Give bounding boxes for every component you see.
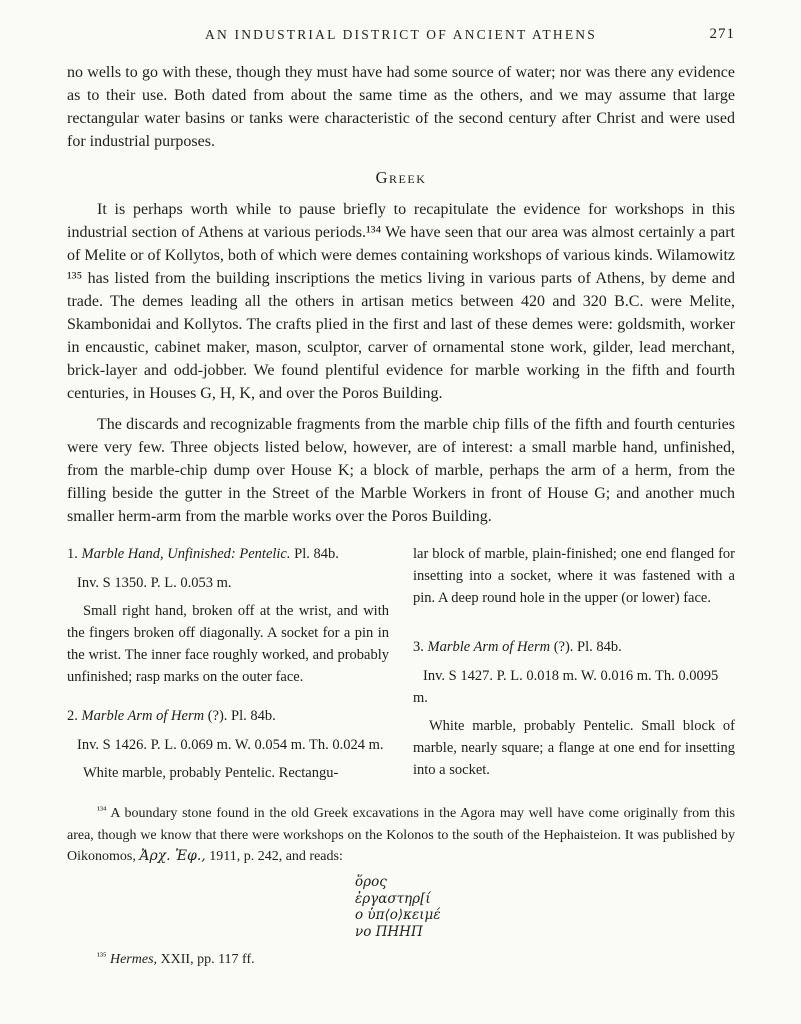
footnote-134-text-a: A boundary stone found in the old Greek excavations in the Agora may well have come originally from this area, though we know that there were workshops on the Kolonos to the south of the Hephaisteion. It was published by Oikonomos, — [67, 806, 735, 864]
greek-inscription-line-2: ἐργαστηρ[ί — [355, 890, 431, 907]
paragraph-workshops-recap: It is perhaps worth while to pause briefly to recapitulate the evidence for workshops in this industrial section of Athens at various periods.¹³⁴ We have seen that our area was almost certainly a part of Melite or of Kollytos, both of which were demes containing workshops of various kinds. Wilamowitz ¹³⁵ has listed from the building inscriptions the metics living in various parts of Athens, by deme and trade. The demes leading all the others in artisan metics between 420 and 320 B.C. were Melite, Skambonidai and Kollytos. The crafts plied in the first and last of these demes were: goldsmith, worker in encaustic, cabinet maker, mason, sculptor, carver of ornamental stone work, gilder, lead merchant, brick-layer and odd-jobber. We found plentiful evidence for marble working in the fifth and fourth centuries, in Houses G, H, K, and over the Poros Building. — [67, 201, 735, 402]
footnote-135-marker: ¹³⁵ — [97, 951, 107, 962]
footnote-135-text: XXII, pp. 117 ff. — [157, 952, 255, 967]
paragraph-water-basins: no wells to go with these, though they must have had some source of water; nor was there any evidence as to their use. Both dated from about the same time as the others, and we may assume that large rectangular water basins or tanks were characteristic of the second century after Christ and were used for industrial purposes. — [67, 64, 735, 150]
entry-1-number: 1. — [67, 546, 78, 562]
entry-1-plate-ref: Pl. 84b. — [294, 546, 339, 562]
entry-1-title-italic: Marble Hand, Unfinished: Pentelic. — [81, 546, 291, 562]
running-title: AN INDUSTRIAL DISTRICT OF ANCIENT ATHENS — [205, 27, 597, 42]
footnote-134-journal-ref: Ἀρχ. Ἐφ., — [139, 848, 206, 864]
entry-2-inventory: Inv. S 1426. P. L. 0.069 m. W. 0.054 m. Th. 0.024 m. — [77, 737, 384, 753]
entry-3-title — [413, 636, 735, 658]
page-header — [67, 26, 735, 46]
entry-3-number: 3. — [413, 639, 424, 655]
page-number: 271 — [709, 26, 735, 42]
catalog-left-column — [67, 543, 389, 784]
greek-inscription-line-4: νο ΠΗΗΠ — [355, 923, 423, 940]
catalog-entry-2 — [67, 705, 389, 784]
entry-2-title-italic: Marble Arm of Herm — [81, 708, 205, 724]
paragraph-marble-discards: The discards and recognizable fragments from the marble chip fills of the fifth and fourth centuries were very few. Three objects listed below, however, are of interest: a small marble hand, unfinished, from the marble-chip dump over House K; a block of marble, perhaps the arm of a herm, from the filling beside the gutter in the Street of the Marble Workers in front of House G; and another much smaller herm-arm from the marble works over the Poros Building. — [67, 416, 735, 525]
footnotes-section — [67, 803, 735, 971]
entry-2-title — [67, 705, 389, 727]
footnote-135 — [67, 949, 735, 971]
entry-2-number: 2. — [67, 708, 78, 724]
entry-1-description: Small right hand, broken off at the wrist, and with the fingers broken off diagonally. A socket for a pin in the wrist. The inner face roughly worked, and probably unfinished; rasp marks on the outer face. — [67, 603, 389, 685]
greek-inscription — [355, 874, 735, 940]
catalog-entry-1 — [67, 543, 389, 688]
footnote-134 — [67, 803, 735, 867]
entry-2-description: White marble, probably Pentelic. Rectangu- — [83, 765, 339, 781]
entry-3-inventory: Inv. S 1427. P. L. 0.018 m. W. 0.016 m. Th. 0.0095 m. — [413, 668, 719, 706]
catalog-entry-3 — [413, 636, 735, 781]
entry-3-description: White marble, probably Pentelic. Small block of marble, nearly square; a flange at one end for insetting into a socket. — [413, 718, 735, 778]
entry-1-inventory: Inv. S 1350. P. L. 0.053 m. — [77, 575, 232, 591]
entry-1-title — [67, 543, 389, 565]
section-heading-greek: Greek — [375, 168, 427, 187]
entry-2-description-continuation: lar block of marble, plain-finished; one end flanged for insetting into a socket, where it was fastened with a pin. A deep round hole in the upper (or lower) face. — [413, 546, 735, 606]
footnote-134-marker: ¹³⁴ — [97, 805, 107, 816]
footnote-134-text-b: 1911, p. 242, and reads: — [205, 849, 343, 864]
entry-3-title-italic: Marble Arm of Herm — [427, 639, 551, 655]
catalog-section — [67, 543, 735, 784]
entry-3-plate-ref: (?). Pl. 84b. — [553, 639, 622, 655]
entry-2-plate-ref: (?). Pl. 84b. — [207, 708, 276, 724]
greek-inscription-line-1: ὅρος — [355, 874, 387, 890]
greek-inscription-line-3: ο ὑπ⟨ο⟩κειμέ — [355, 907, 441, 923]
footnote-135-journal-title: Hermes, — [106, 952, 158, 967]
catalog-right-column — [413, 543, 735, 784]
